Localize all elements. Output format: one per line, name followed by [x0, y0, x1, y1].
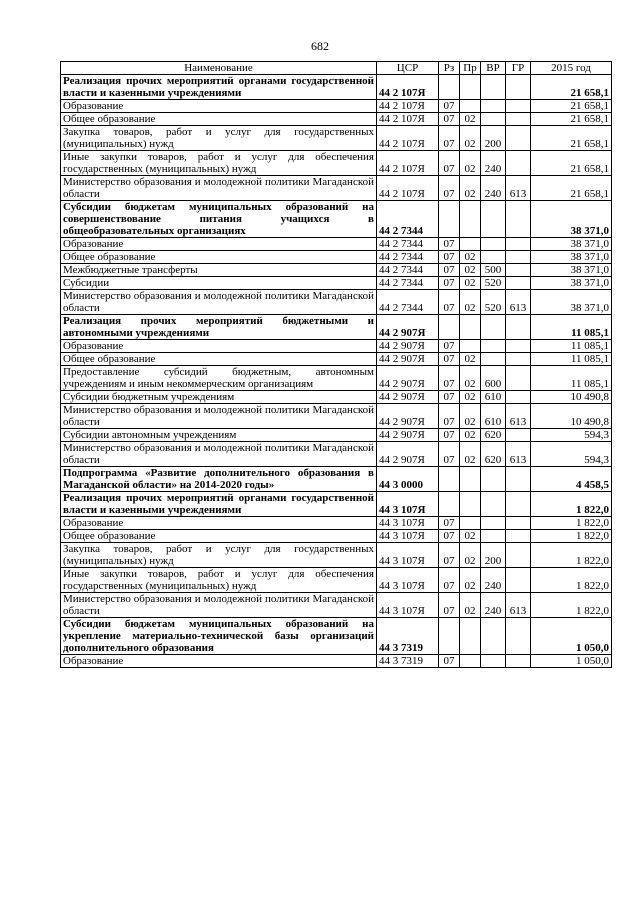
table-row	[61, 618, 612, 655]
row-name-cell: Закупка товаров, работ и услуг для государственных (муниципальных) нужд	[61, 126, 377, 151]
table-row	[61, 75, 612, 100]
row-vr-cell	[481, 517, 506, 530]
row-amount-cell: 21 658,1	[531, 151, 612, 176]
row-gr-cell	[506, 492, 531, 517]
row-name-cell: Образование	[61, 238, 377, 251]
row-name-cell: Министерство образования и молодежной политики Магаданской области	[61, 442, 377, 467]
row-amount-cell: 594,3	[531, 429, 612, 442]
table-row	[61, 151, 612, 176]
row-rz-cell	[439, 618, 460, 655]
row-gr-cell	[506, 264, 531, 277]
row-pr-cell	[460, 492, 481, 517]
row-vr-cell	[481, 467, 506, 492]
row-csr-cell: 44 3 107Я	[377, 543, 439, 568]
row-gr-cell: 613	[506, 290, 531, 315]
row-rz-cell: 07	[439, 366, 460, 391]
row-name-cell: Субсидии бюджетам муниципальных образований на совершенствование питания учащихся в общеобразовательных организациях	[61, 201, 377, 238]
table-row	[61, 100, 612, 113]
table-row	[61, 315, 612, 340]
row-gr-cell	[506, 277, 531, 290]
row-pr-cell	[460, 100, 481, 113]
table-row	[61, 391, 612, 404]
row-pr-cell: 02	[460, 277, 481, 290]
row-csr-cell: 44 2 7344	[377, 251, 439, 264]
row-vr-cell: 240	[481, 176, 506, 201]
row-rz-cell: 07	[439, 238, 460, 251]
row-rz-cell	[439, 467, 460, 492]
row-vr-cell: 500	[481, 264, 506, 277]
row-pr-cell: 02	[460, 366, 481, 391]
row-rz-cell: 07	[439, 442, 460, 467]
page-number: 682	[311, 39, 329, 53]
row-name-cell: Субсидии автономным учреждениям	[61, 429, 377, 442]
row-gr-cell	[506, 543, 531, 568]
row-amount-cell: 4 458,5	[531, 467, 612, 492]
row-vr-cell: 240	[481, 151, 506, 176]
row-csr-cell: 44 3 107Я	[377, 492, 439, 517]
row-vr-cell: 620	[481, 429, 506, 442]
row-vr-cell	[481, 492, 506, 517]
row-pr-cell: 02	[460, 404, 481, 429]
table-row	[61, 176, 612, 201]
row-pr-cell: 02	[460, 593, 481, 618]
row-amount-cell: 1 822,0	[531, 593, 612, 618]
row-vr-cell	[481, 238, 506, 251]
row-pr-cell: 02	[460, 391, 481, 404]
row-csr-cell: 44 2 107Я	[377, 126, 439, 151]
row-amount-cell: 11 085,1	[531, 340, 612, 353]
row-name-cell: Предоставление субсидий бюджетным, автономным учреждениям и иным некоммерческим организациям	[61, 366, 377, 391]
row-rz-cell: 07	[439, 113, 460, 126]
table-row	[61, 238, 612, 251]
table-row	[61, 543, 612, 568]
row-csr-cell: 44 3 107Я	[377, 517, 439, 530]
row-gr-cell	[506, 315, 531, 340]
row-csr-cell: 44 2 7344	[377, 264, 439, 277]
row-gr-cell	[506, 126, 531, 151]
row-gr-cell	[506, 618, 531, 655]
header-pr: Пр	[460, 62, 481, 75]
row-amount-cell: 1 822,0	[531, 568, 612, 593]
row-amount-cell: 21 658,1	[531, 113, 612, 126]
table-row	[61, 113, 612, 126]
row-rz-cell: 07	[439, 655, 460, 668]
row-vr-cell	[481, 618, 506, 655]
row-amount-cell: 1 822,0	[531, 492, 612, 517]
table-row	[61, 517, 612, 530]
table-row	[61, 290, 612, 315]
row-gr-cell: 613	[506, 404, 531, 429]
table-row	[61, 530, 612, 543]
row-amount-cell: 21 658,1	[531, 126, 612, 151]
row-name-cell: Министерство образования и молодежной политики Магаданской области	[61, 290, 377, 315]
row-vr-cell: 200	[481, 543, 506, 568]
row-csr-cell: 44 2 107Я	[377, 100, 439, 113]
row-gr-cell	[506, 340, 531, 353]
header-rz: Рз	[439, 62, 460, 75]
table-row	[61, 442, 612, 467]
table-row	[61, 251, 612, 264]
row-vr-cell: 520	[481, 277, 506, 290]
row-rz-cell: 07	[439, 251, 460, 264]
row-amount-cell: 594,3	[531, 442, 612, 467]
row-name-cell: Реализация прочих мероприятий бюджетными и автономными учреждениями	[61, 315, 377, 340]
row-pr-cell	[460, 315, 481, 340]
row-rz-cell: 07	[439, 176, 460, 201]
row-name-cell: Реализация прочих мероприятий органами государственной власти и казенными учреждениями	[61, 75, 377, 100]
row-name-cell: Закупка товаров, работ и услуг для государственных (муниципальных) нужд	[61, 543, 377, 568]
row-amount-cell: 10 490,8	[531, 391, 612, 404]
row-vr-cell: 610	[481, 404, 506, 429]
row-name-cell: Общее образование	[61, 530, 377, 543]
row-pr-cell: 02	[460, 353, 481, 366]
row-gr-cell	[506, 201, 531, 238]
row-vr-cell: 200	[481, 126, 506, 151]
row-gr-cell	[506, 467, 531, 492]
row-pr-cell: 02	[460, 151, 481, 176]
row-rz-cell: 07	[439, 530, 460, 543]
row-csr-cell: 44 3 107Я	[377, 593, 439, 618]
row-amount-cell: 1 822,0	[531, 543, 612, 568]
row-csr-cell: 44 2 907Я	[377, 429, 439, 442]
row-pr-cell: 02	[460, 113, 481, 126]
row-vr-cell	[481, 113, 506, 126]
row-vr-cell	[481, 353, 506, 366]
row-pr-cell	[460, 238, 481, 251]
table-row	[61, 201, 612, 238]
row-name-cell: Субсидии бюджетам муниципальных образований на укрепление материально-технической базы организаций дополнительного образования	[61, 618, 377, 655]
row-csr-cell: 44 2 107Я	[377, 151, 439, 176]
row-name-cell: Иные закупки товаров, работ и услуг для обеспечения государственных (муниципальных) нужд	[61, 568, 377, 593]
row-rz-cell: 07	[439, 391, 460, 404]
row-rz-cell: 07	[439, 126, 460, 151]
row-gr-cell	[506, 429, 531, 442]
row-pr-cell: 02	[460, 176, 481, 201]
table-row	[61, 655, 612, 668]
row-csr-cell: 44 2 907Я	[377, 340, 439, 353]
row-amount-cell: 38 371,0	[531, 251, 612, 264]
header-gr: ГР	[506, 62, 531, 75]
row-vr-cell: 520	[481, 290, 506, 315]
row-amount-cell: 11 085,1	[531, 366, 612, 391]
row-pr-cell: 02	[460, 126, 481, 151]
table-row	[61, 126, 612, 151]
row-name-cell: Субсидии бюджетным учреждениям	[61, 391, 377, 404]
row-amount-cell: 38 371,0	[531, 290, 612, 315]
row-gr-cell	[506, 568, 531, 593]
row-pr-cell: 02	[460, 568, 481, 593]
row-gr-cell: 613	[506, 442, 531, 467]
row-csr-cell: 44 2 907Я	[377, 315, 439, 340]
row-name-cell: Образование	[61, 340, 377, 353]
row-name-cell: Министерство образования и молодежной политики Магаданской области	[61, 404, 377, 429]
table-row	[61, 404, 612, 429]
row-amount-cell: 21 658,1	[531, 100, 612, 113]
row-vr-cell: 240	[481, 593, 506, 618]
row-csr-cell: 44 3 107Я	[377, 530, 439, 543]
budget-table	[60, 61, 612, 668]
row-vr-cell	[481, 201, 506, 238]
row-name-cell: Образование	[61, 517, 377, 530]
row-amount-cell: 10 490,8	[531, 404, 612, 429]
row-csr-cell: 44 2 907Я	[377, 391, 439, 404]
header-csr: ЦСР	[377, 62, 439, 75]
row-csr-cell: 44 3 107Я	[377, 568, 439, 593]
row-amount-cell: 38 371,0	[531, 264, 612, 277]
row-rz-cell: 07	[439, 404, 460, 429]
table-row	[61, 492, 612, 517]
row-pr-cell	[460, 201, 481, 238]
row-amount-cell: 1 050,0	[531, 618, 612, 655]
row-name-cell: Общее образование	[61, 113, 377, 126]
row-name-cell: Министерство образования и молодежной политики Магаданской области	[61, 593, 377, 618]
row-name-cell: Субсидии	[61, 277, 377, 290]
row-rz-cell: 07	[439, 353, 460, 366]
row-pr-cell: 02	[460, 429, 481, 442]
table-row	[61, 467, 612, 492]
row-rz-cell: 07	[439, 543, 460, 568]
row-pr-cell	[460, 517, 481, 530]
table-row	[61, 277, 612, 290]
row-rz-cell: 07	[439, 151, 460, 176]
row-vr-cell	[481, 100, 506, 113]
row-rz-cell: 07	[439, 517, 460, 530]
table-row	[61, 429, 612, 442]
header-vr: ВР	[481, 62, 506, 75]
row-csr-cell: 44 2 7344	[377, 290, 439, 315]
row-amount-cell: 11 085,1	[531, 315, 612, 340]
row-csr-cell: 44 2 907Я	[377, 442, 439, 467]
row-csr-cell: 44 2 907Я	[377, 404, 439, 429]
table-row	[61, 366, 612, 391]
row-pr-cell: 02	[460, 251, 481, 264]
row-name-cell: Общее образование	[61, 251, 377, 264]
row-name-cell: Иные закупки товаров, работ и услуг для обеспечения государственных (муниципальных) нужд	[61, 151, 377, 176]
row-gr-cell	[506, 530, 531, 543]
row-csr-cell: 44 2 107Я	[377, 113, 439, 126]
row-vr-cell	[481, 75, 506, 100]
row-pr-cell: 02	[460, 290, 481, 315]
row-csr-cell: 44 2 7344	[377, 238, 439, 251]
row-pr-cell: 02	[460, 543, 481, 568]
row-amount-cell: 1 822,0	[531, 517, 612, 530]
table-header-row	[61, 62, 612, 75]
row-rz-cell	[439, 201, 460, 238]
row-csr-cell: 44 2 7344	[377, 201, 439, 238]
row-rz-cell: 07	[439, 593, 460, 618]
row-pr-cell	[460, 340, 481, 353]
row-gr-cell	[506, 391, 531, 404]
row-vr-cell: 620	[481, 442, 506, 467]
row-name-cell: Межбюджетные трансферты	[61, 264, 377, 277]
row-csr-cell: 44 2 907Я	[377, 366, 439, 391]
table-body	[61, 75, 612, 668]
table-row	[61, 264, 612, 277]
row-rz-cell: 07	[439, 340, 460, 353]
row-vr-cell: 610	[481, 391, 506, 404]
row-gr-cell	[506, 366, 531, 391]
row-amount-cell: 1 822,0	[531, 530, 612, 543]
row-pr-cell	[460, 618, 481, 655]
row-vr-cell: 600	[481, 366, 506, 391]
row-gr-cell	[506, 251, 531, 264]
row-vr-cell	[481, 315, 506, 340]
row-gr-cell	[506, 100, 531, 113]
row-pr-cell	[460, 75, 481, 100]
row-name-cell: Образование	[61, 655, 377, 668]
row-csr-cell: 44 3 0000	[377, 467, 439, 492]
row-pr-cell	[460, 467, 481, 492]
row-amount-cell: 11 085,1	[531, 353, 612, 366]
row-gr-cell	[506, 75, 531, 100]
table-row	[61, 593, 612, 618]
row-name-cell: Образование	[61, 100, 377, 113]
header-name: Наименование	[61, 62, 377, 75]
row-vr-cell: 240	[481, 568, 506, 593]
row-csr-cell: 44 2 7344	[377, 277, 439, 290]
row-amount-cell: 38 371,0	[531, 277, 612, 290]
row-amount-cell: 1 050,0	[531, 655, 612, 668]
row-csr-cell: 44 2 107Я	[377, 75, 439, 100]
row-amount-cell: 21 658,1	[531, 176, 612, 201]
header-year: 2015 год	[531, 62, 612, 75]
row-rz-cell	[439, 492, 460, 517]
row-vr-cell	[481, 340, 506, 353]
row-csr-cell: 44 2 107Я	[377, 176, 439, 201]
row-gr-cell	[506, 517, 531, 530]
row-rz-cell: 07	[439, 277, 460, 290]
row-gr-cell: 613	[506, 593, 531, 618]
row-pr-cell	[460, 655, 481, 668]
row-amount-cell: 38 371,0	[531, 201, 612, 238]
row-vr-cell	[481, 251, 506, 264]
row-csr-cell: 44 2 907Я	[377, 353, 439, 366]
row-gr-cell	[506, 113, 531, 126]
row-gr-cell	[506, 238, 531, 251]
table-row	[61, 340, 612, 353]
row-name-cell: Общее образование	[61, 353, 377, 366]
row-gr-cell: 613	[506, 176, 531, 201]
row-rz-cell: 07	[439, 100, 460, 113]
row-rz-cell	[439, 315, 460, 340]
row-csr-cell: 44 3 7319	[377, 655, 439, 668]
row-vr-cell	[481, 530, 506, 543]
row-csr-cell: 44 3 7319	[377, 618, 439, 655]
row-amount-cell: 38 371,0	[531, 238, 612, 251]
row-pr-cell: 02	[460, 530, 481, 543]
row-gr-cell	[506, 353, 531, 366]
row-name-cell: Министерство образования и молодежной политики Магаданской области	[61, 176, 377, 201]
row-gr-cell	[506, 151, 531, 176]
table-row	[61, 568, 612, 593]
row-gr-cell	[506, 655, 531, 668]
row-vr-cell	[481, 655, 506, 668]
row-rz-cell: 07	[439, 568, 460, 593]
row-name-cell: Подпрограмма «Развитие дополнительного образования в Магаданской области» на 2014-2020 годы»	[61, 467, 377, 492]
row-pr-cell: 02	[460, 442, 481, 467]
table-row	[61, 353, 612, 366]
row-rz-cell	[439, 75, 460, 100]
row-rz-cell: 07	[439, 264, 460, 277]
row-name-cell: Реализация прочих мероприятий органами государственной власти и казенными учреждениями	[61, 492, 377, 517]
row-amount-cell: 21 658,1	[531, 75, 612, 100]
row-pr-cell: 02	[460, 264, 481, 277]
row-rz-cell: 07	[439, 429, 460, 442]
row-rz-cell: 07	[439, 290, 460, 315]
